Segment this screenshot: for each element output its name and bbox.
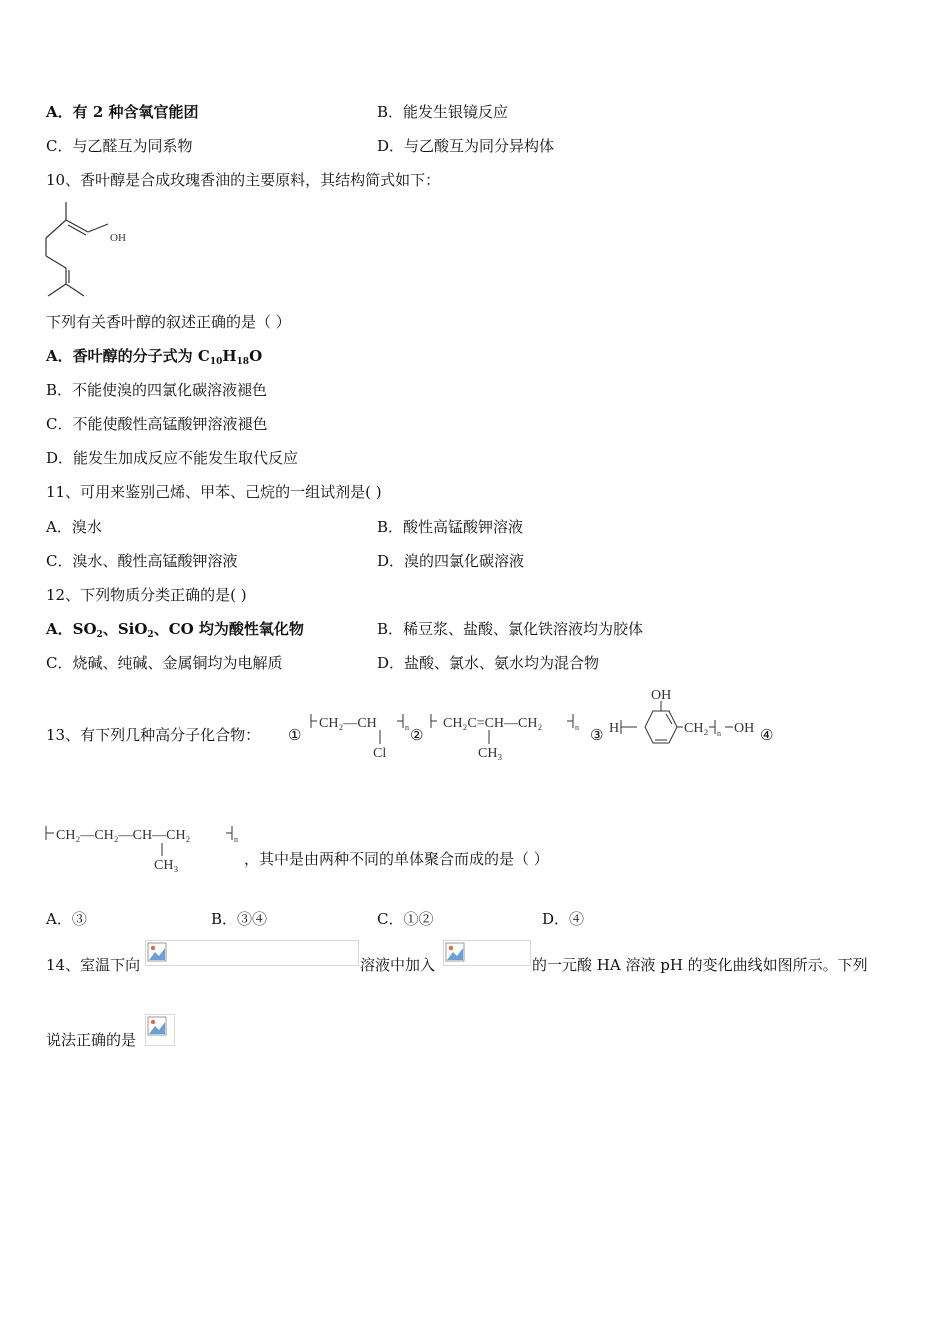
q13-label-1: ① xyxy=(288,726,302,744)
q13-label-3: ③ xyxy=(590,726,604,744)
polymer-4-backbone: CH₂—CH₂—CH—CH₂ xyxy=(56,828,191,843)
polymer-2-backbone: CH₂C=CH—CH₂ xyxy=(443,716,543,731)
broken-image-placeholder-3 xyxy=(145,1014,175,1046)
q10-option-c: C．不能使酸性高锰酸钾溶液褪色 xyxy=(46,415,268,433)
q9-option-d: D．与乙酸互为同分异构体 xyxy=(377,137,555,155)
q12-stem: 12、下列物质分类正确的是( ) xyxy=(46,586,247,604)
polymer-3-h: H xyxy=(609,721,620,736)
q14-text-3: 的一元酸 HA 溶液 pH 的变化曲线如图所示。下列 xyxy=(532,956,868,974)
q12-option-d: D．盐酸、氯水、氨水均为混合物 xyxy=(377,654,600,672)
q10-option-d: D．能发生加成反应不能发生取代反应 xyxy=(46,449,299,467)
q13-label-4: ④ xyxy=(760,726,774,744)
polymer-3-ch2: CH₂ xyxy=(684,721,709,736)
polymer-3-oh-top: OH xyxy=(651,688,672,703)
q11-option-d: D．溴的四氯化碳溶液 xyxy=(377,552,525,570)
q12-option-b: B．稀豆浆、盐酸、氯化铁溶液均为胶体 xyxy=(377,620,644,638)
broken-image-icon xyxy=(147,942,167,962)
polymer-3-structure xyxy=(607,684,772,764)
q13-option-d: D．④ xyxy=(542,910,585,928)
polymer-2-substituent: CH₃ xyxy=(478,746,503,761)
q11-option-a: A．溴水 xyxy=(46,518,102,536)
q13-stem: 13、有下列几种高分子化合物： xyxy=(46,726,261,744)
q12-option-a: A．$SO_2$、SiO$_2$、CO 均为酸性氧化物 xyxy=(46,620,304,640)
geraniol-structure xyxy=(40,198,150,302)
q14-text-1: 14、室温下向 xyxy=(46,956,141,974)
polymer-4-n: n xyxy=(234,835,238,844)
polymer-2-n: n xyxy=(575,723,579,732)
q9-option-a: A．有 2 种含氧官能团 xyxy=(46,103,199,121)
polymer-1-backbone: CH₂—CH xyxy=(319,716,377,731)
polymer-3-oh-end: OH xyxy=(734,721,755,736)
broken-image-placeholder-1 xyxy=(145,940,359,966)
q13-label-2: ② xyxy=(410,726,424,744)
polymer-1-structure xyxy=(305,704,415,764)
q13-option-b: B．③④ xyxy=(211,910,268,928)
q13-option-c: C．①② xyxy=(377,910,434,928)
q10-option-a: A．香叶醇的分子式为 $C_{10}H_{18}O$ xyxy=(46,347,263,367)
broken-image-icon xyxy=(147,1016,167,1036)
q14-text-2: 溶液中加入 xyxy=(360,956,436,974)
q11-option-b: B．酸性高锰酸钾溶液 xyxy=(377,518,524,536)
hydroxyl-label: OH xyxy=(110,232,126,244)
broken-image-placeholder-2 xyxy=(443,940,531,966)
q9-option-b: B．能发生银镜反应 xyxy=(377,103,509,121)
polymer-1-n: n xyxy=(405,723,409,732)
q10-stem: 10、香叶醇是合成玫瑰香油的主要原料，其结构简式如下： xyxy=(46,171,441,189)
q10-option-b: B．不能使溴的四氯化碳溶液褪色 xyxy=(46,381,268,399)
q9-option-c: C．与乙醛互为同系物 xyxy=(46,137,193,155)
polymer-2-structure xyxy=(425,704,590,764)
q11-stem: 11、可用来鉴别己烯、甲苯、己烷的一组试剂是( ) xyxy=(46,483,382,501)
q14-text-4: 说法正确的是 xyxy=(46,1031,137,1049)
q12-option-c: C．烧碱、纯碱、金属铜均为电解质 xyxy=(46,654,283,672)
q10-question: 下列有关香叶醇的叙述正确的是（ ） xyxy=(46,313,291,331)
broken-image-icon xyxy=(445,942,465,962)
polymer-3-n: n xyxy=(717,729,721,738)
q13-option-a: A．③ xyxy=(46,910,87,928)
q13-question: ，其中是由两种不同的单体聚合而成的是（ ） xyxy=(244,850,549,868)
polymer-4-substituent: CH₃ xyxy=(154,858,179,873)
polymer-4-structure xyxy=(40,816,250,876)
polymer-1-substituent: Cl xyxy=(373,746,387,761)
q11-option-c: C．溴水、酸性高锰酸钾溶液 xyxy=(46,552,238,570)
